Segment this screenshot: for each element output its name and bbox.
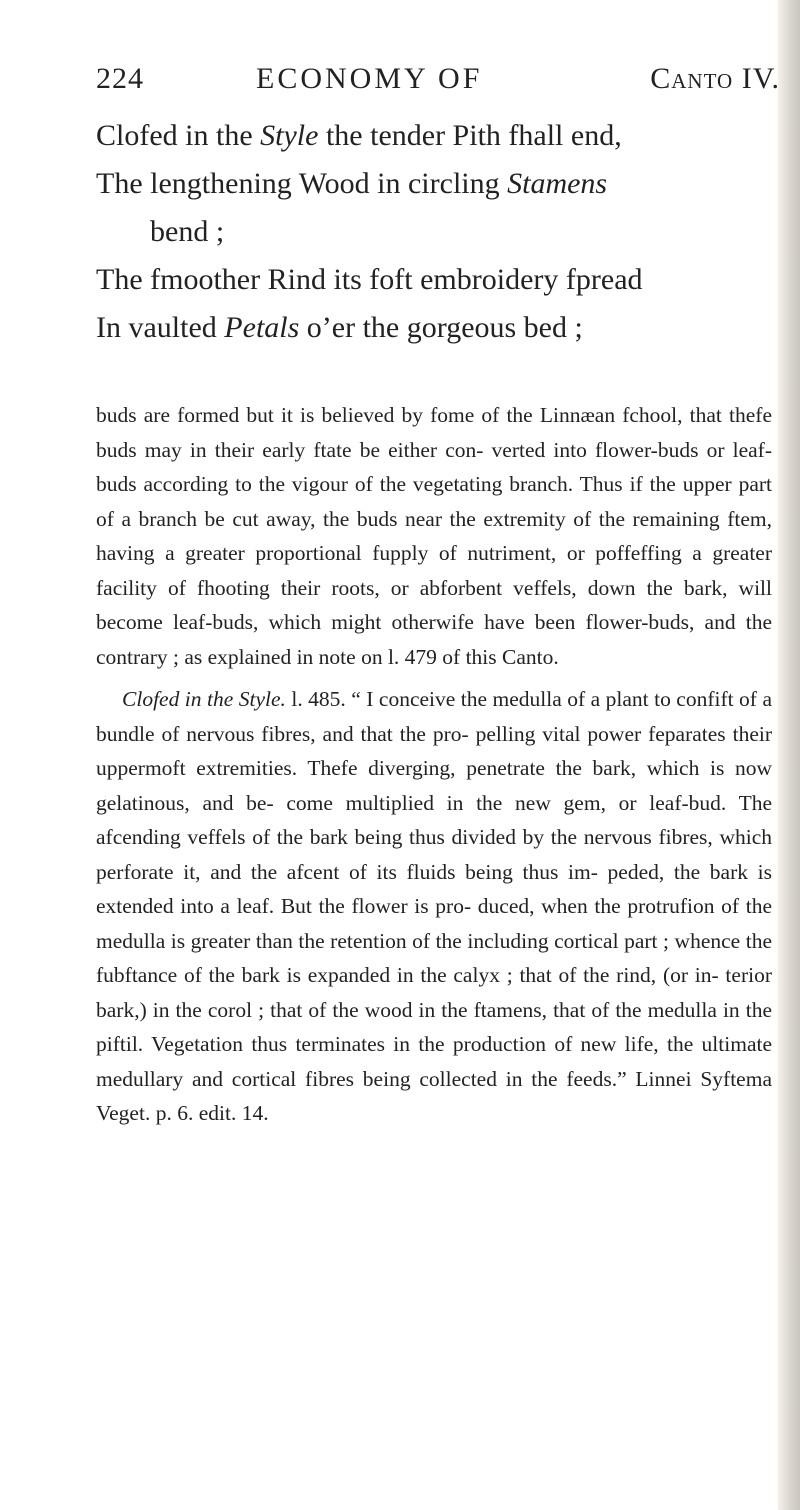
- page-number: 224: [96, 62, 144, 95]
- verse-italic-term: Stamens: [507, 167, 608, 200]
- footnote-paragraph: [96, 682, 772, 1131]
- verse-line: [96, 112, 776, 160]
- footnote-block: [96, 398, 772, 1131]
- verse-line: [96, 304, 776, 352]
- canto-label: Canto IV.: [650, 62, 780, 95]
- footnote-reference: Clofed in the Style.: [122, 687, 286, 711]
- verse-text: The lengthening Wood in circling: [96, 167, 508, 200]
- verse-line-continuation: [96, 208, 776, 256]
- page-edge: [778, 0, 800, 1510]
- verse-italic-term: Style: [260, 119, 319, 152]
- running-header: [96, 62, 780, 102]
- verse-line: [96, 160, 776, 208]
- footnote-text: l. 485. “ I conceive the medulla of a plant to confift of a bundle of nervous fibres, and that the pro- pelling vital power feparates their uppermoft extremities. Thefe diverging, penetrate the bark, which is now gelatinous, and be- come multiplied in the new gem, or leaf-bud. The afcending veffels of the bark being thus divided by the nervous fibres, which perforate it, and the afcent of its fluids being thus im- peded, the bark is extended into a leaf. But the flower is pro- duced, when the protrufion of the medulla is greater than the retention of the including cortical part ; whence the fubftance of the bark is expanded in the calyx ; that of the rind, (or in- terior bark,) in the corol ; that of the wood in the ftamens, that of the medulla in the piftil. Vegetation thus terminates in the production of new life, the ultimate medullary and cortical fibres being collected in the feeds.” Linnei Syftema Veget. p. 6. edit. 14.: [96, 687, 772, 1125]
- running-title: ECONOMY OF: [256, 62, 483, 95]
- verse-text: Clofed in the: [96, 119, 261, 152]
- verse-line: [96, 256, 776, 304]
- verse-text: the tender Pith fhall end,: [318, 119, 622, 152]
- verse-italic-term: Petals: [224, 311, 300, 344]
- verse-block: [96, 112, 776, 352]
- footnote-paragraph: buds are formed but it is believed by fome of the Linnæan fchool, that thefe buds may in their early ftate be either con- verted into flower-buds or leaf-buds according to the vigour of the vegetating branch. Thus if the upper part of a branch be cut away, the buds near the extremity of the remaining ftem, having a greater proportional fupply of nutriment, or poffeffing a greater facility of fhooting their roots, or abforbent veffels, down the bark, will become leaf-buds, which might otherwife have been flower-buds, and the contrary ; as explained in note on l. 479 of this Canto.: [96, 403, 772, 669]
- verse-text: bend ;: [150, 215, 225, 248]
- verse-text: o’er the gorgeous bed ;: [299, 311, 583, 344]
- verse-text: The fmoother Rind its foft embroidery fpread: [96, 263, 643, 296]
- verse-text: In vaulted: [96, 311, 225, 344]
